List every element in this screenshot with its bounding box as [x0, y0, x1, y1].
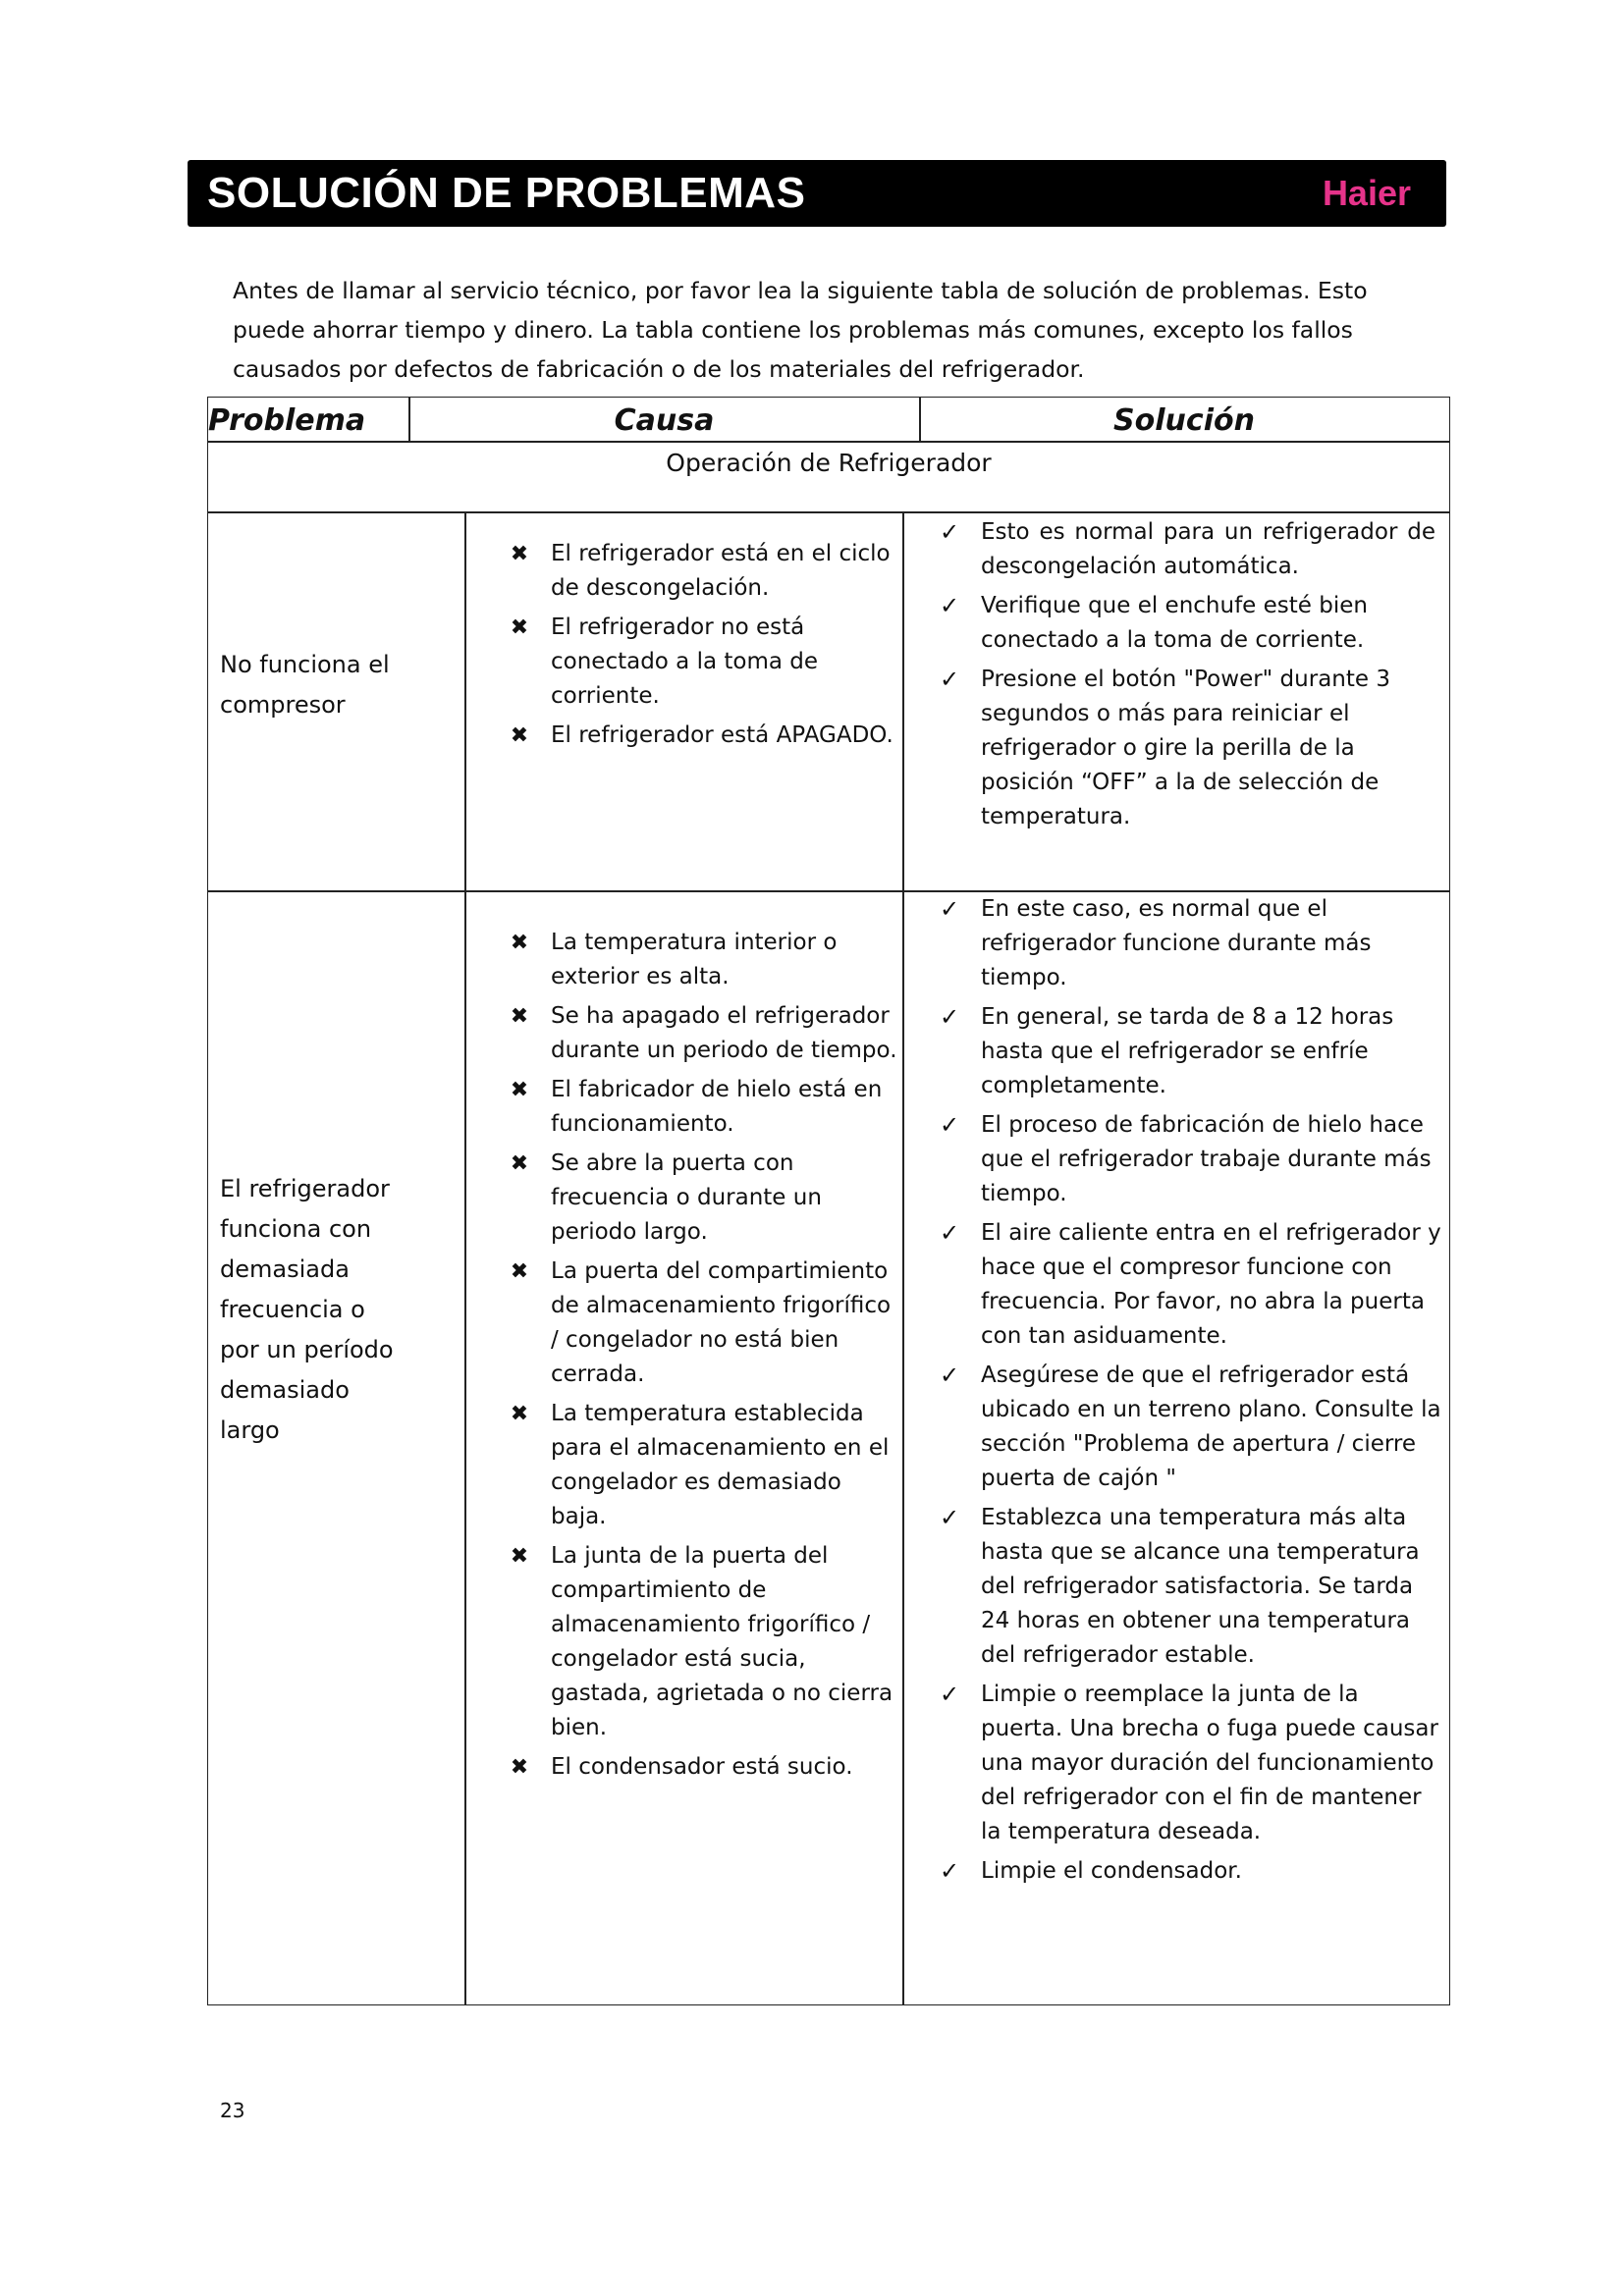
solution-item — [935, 515, 1435, 584]
check-icon: ✓ — [939, 1681, 960, 1708]
cross-icon: ✖ — [510, 1004, 529, 1029]
solution-text: En general, se tarda de 8 a 12 horas hasta que el refrigerador se enfríe completamente. — [981, 1004, 1394, 1098]
check-icon: ✓ — [939, 666, 960, 693]
solution-text: En este caso, es normal que el refrigerador funcione durante más tiempo. — [981, 896, 1372, 990]
header-problema: Problema — [208, 403, 366, 438]
check-icon: ✓ — [939, 1857, 960, 1885]
cause-item — [505, 611, 902, 714]
row1-solutions — [935, 515, 1435, 839]
row2-problem: El refrigerador funciona con demasiada frecuencia o por un período demasiado largo — [220, 1175, 394, 1444]
body-col-divider-1 — [464, 512, 466, 2004]
cause-item — [505, 537, 902, 606]
cause-text: Se ha apagado el refrigerador durante un periodo de tiempo. — [551, 1003, 897, 1063]
solution-text: Verifique que el enchufe esté bien conectado a la toma de corriente. — [981, 593, 1368, 653]
body-col-divider-2 — [902, 512, 904, 2004]
intro-paragraph: Antes de llamar al servicio técnico, por favor lea la siguiente tabla de solución de problemas. Esto puede ahorrar tiempo y dinero. La tabla contiene los problemas más comunes, excepto los fallos causados por defectos de fabricación o de los materiales del refrigerador. — [233, 277, 1368, 383]
cause-text: El refrigerador está en el ciclo de descongelación. — [551, 541, 891, 601]
cause-item — [505, 1147, 902, 1250]
cross-icon: ✖ — [510, 1259, 529, 1284]
cause-text: Se abre la puerta con frecuencia o durante un periodo largo. — [551, 1150, 822, 1245]
haier-logo: Haier — [1322, 173, 1411, 213]
cause-item — [505, 1397, 902, 1534]
header-solucion: Solución — [1113, 403, 1255, 438]
row2-causes — [505, 926, 902, 1789]
solution-item — [935, 892, 1445, 995]
cause-text: El fabricador de hielo está en funcionamiento. — [551, 1077, 883, 1137]
troubleshooting-table — [207, 397, 1450, 2005]
solution-text: Presione el botón "Power" durante 3 segundos o más para reiniciar el refrigerador o gire la perilla de la posición “OFF” a la de selección de temperatura. — [981, 667, 1390, 829]
cause-item — [505, 1073, 902, 1142]
check-icon: ✓ — [939, 1003, 960, 1031]
cross-icon: ✖ — [510, 1402, 529, 1426]
solution-item — [935, 1678, 1445, 1849]
solution-text: Esto es normal para un refrigerador de descongelación automática. — [981, 519, 1435, 579]
solution-item — [935, 1108, 1445, 1211]
cause-item — [505, 1750, 902, 1785]
cause-item — [505, 999, 902, 1068]
check-icon: ✓ — [939, 1362, 960, 1389]
solution-item — [935, 589, 1435, 658]
solution-text: Asegúrese de que el refrigerador está ubicado en un terreno plano. Consulte la sección "Problema de apertura / cierre puerta de cajón " — [981, 1362, 1441, 1491]
cause-item — [505, 926, 902, 994]
page-number: 23 — [220, 2099, 245, 2122]
solution-item — [935, 663, 1435, 834]
solution-item — [935, 1216, 1445, 1354]
row2-solutions — [935, 892, 1445, 1894]
check-icon: ✓ — [939, 1219, 960, 1247]
cross-icon: ✖ — [510, 1544, 529, 1569]
check-icon: ✓ — [939, 1504, 960, 1531]
header-banner — [188, 160, 1446, 227]
cause-text: La temperatura interior o exterior es alta. — [551, 930, 838, 989]
solution-text: El proceso de fabricación de hielo hace que el refrigerador trabaje durante más tiempo. — [981, 1112, 1432, 1206]
check-icon: ✓ — [939, 518, 960, 546]
solution-item — [935, 1000, 1445, 1103]
cause-item — [505, 1255, 902, 1392]
row1-problem: No funciona el compresor — [220, 651, 390, 719]
cause-text: La temperatura establecida para el almacenamiento en el congelador es demasiado baja. — [551, 1401, 890, 1529]
row1-causes — [505, 537, 902, 758]
cross-icon: ✖ — [510, 931, 529, 955]
header-causa: Causa — [614, 403, 715, 438]
solution-text: Limpie o reemplace la junta de la puerta. Una brecha o fuga puede causar una mayor duración del funcionamiento del refrigerador con el fin de mantener la temperatura deseada. — [981, 1682, 1438, 1844]
check-icon: ✓ — [939, 1111, 960, 1139]
solution-item — [935, 1854, 1445, 1889]
page-title: SOLUCIÓN DE PROBLEMAS — [207, 169, 806, 217]
check-icon: ✓ — [939, 592, 960, 619]
cause-text: La junta de la puerta del compartimiento de almacenamiento frigorífico / congelador está sucia, gastada, agrietada o no cierra bien. — [551, 1543, 893, 1740]
cause-text: El refrigerador está APAGADO. — [551, 722, 893, 748]
solution-text: Limpie el condensador. — [981, 1858, 1242, 1884]
cross-icon: ✖ — [510, 1755, 529, 1780]
section-divider — [208, 511, 1449, 513]
section-title: Operación de Refrigerador — [666, 449, 992, 477]
cross-icon: ✖ — [510, 615, 529, 640]
check-icon: ✓ — [939, 895, 960, 923]
solution-item — [935, 1359, 1445, 1496]
solution-text: El aire caliente entra en el refrigerador y hace que el compresor funcione con frecuencia. Por favor, no abra la puerta con tan asiduamente. — [981, 1220, 1441, 1349]
cross-icon: ✖ — [510, 542, 529, 566]
cause-text: La puerta del compartimiento de almacenamiento frigorífico / congelador no está bien cerrada. — [551, 1258, 892, 1387]
cause-text: El condensador está sucio. — [551, 1754, 853, 1780]
cross-icon: ✖ — [510, 723, 529, 748]
solution-item — [935, 1501, 1445, 1673]
cross-icon: ✖ — [510, 1078, 529, 1102]
cross-icon: ✖ — [510, 1151, 529, 1176]
cause-item — [505, 1539, 902, 1745]
solution-text: Establezca una temperatura más alta hasta que se alcance una temperatura del refrigerador satisfactoria. Se tarda 24 horas en obtener una temperatura del refrigerador estable. — [981, 1505, 1420, 1668]
cause-text: El refrigerador no está conectado a la toma de corriente. — [551, 614, 819, 709]
cause-item — [505, 719, 902, 753]
